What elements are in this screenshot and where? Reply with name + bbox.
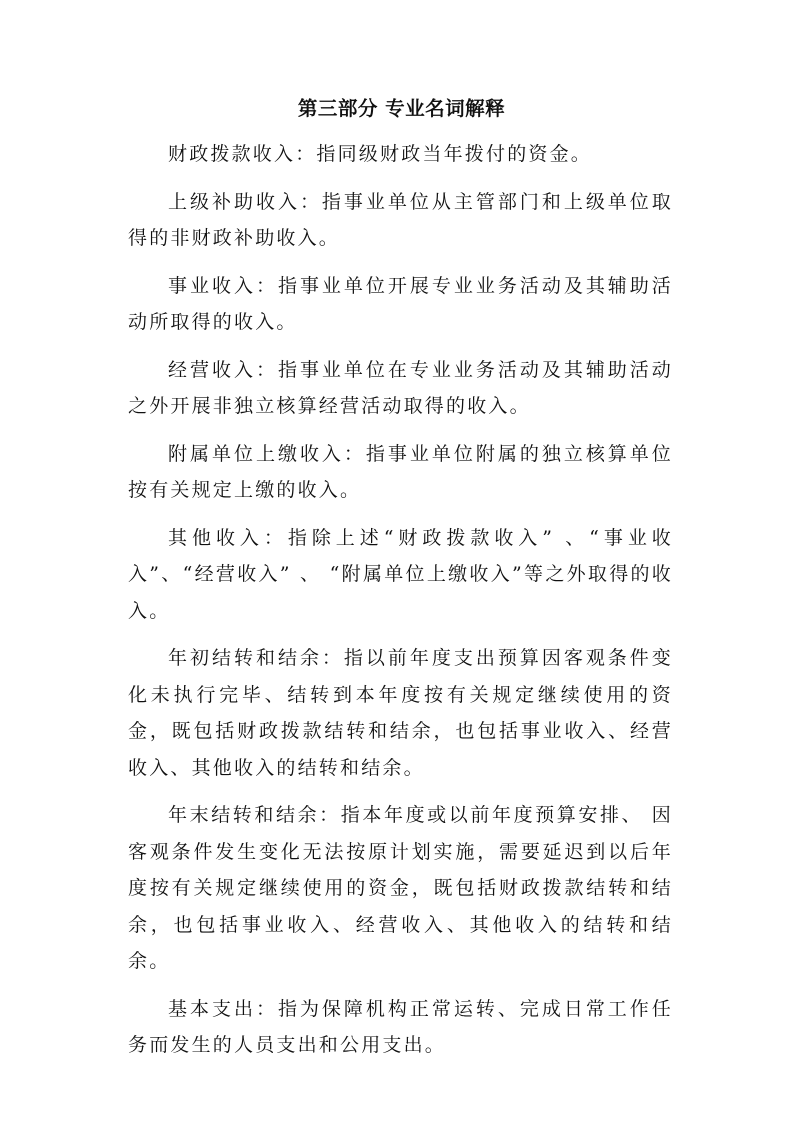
term-paragraph: 上级补助收入：指事业单位从主管部门和上级单位取得的非财政补助收入。 [128, 190, 673, 249]
term-paragraph: 基本支出：指为保障机构正常运转、完成日常工作任务而发生的人员支出和公用支出。 [128, 997, 673, 1056]
term-paragraph: 经营收入：指事业单位在专业业务活动及其辅助活动之外开展非独立核算经营活动取得的收入。 [128, 358, 673, 417]
term-paragraph: 财政拨款收入：指同级财政当年拨付的资金。 [168, 143, 593, 165]
term-paragraph: 事业收入：指事业单位开展专业业务活动及其辅助活动所取得的收入。 [128, 274, 673, 333]
term-paragraph: 年初结转和结余：指以前年度支出预算因客观条件变化未执行完毕、结转到本年度按有关规定继续使用的资金，既包括财政拨款结转和结余，也包括事业收入、经营收入、其他收入的结转和结余。 [128, 647, 673, 779]
term-paragraph: 其他收入：指除上述“财政拨款收入” 、“事业收入”、“经营收入” 、 “附属单位上缴收入”等之外取得的收入。 [128, 526, 673, 622]
page-title: 第三部分 专业名词解释 [297, 97, 506, 120]
document-body [128, 136, 673, 1075]
term-paragraph: 附属单位上缴收入：指事业单位附属的独立核算单位按有关规定上缴的收入。 [128, 442, 673, 501]
term-paragraph: 年末结转和结余：指本年度或以前年度预算安排、 因客观条件发生变化无法按原计划实施，需要延迟到以后年度按有关规定继续使用的资金，既包括财政拨款结转和结余，也包括事业收入、经营收入、其他收入的结转和结余。 [128, 804, 673, 972]
